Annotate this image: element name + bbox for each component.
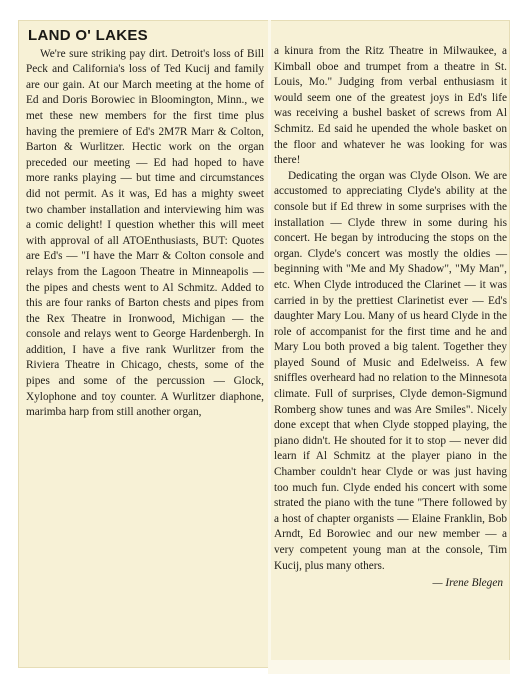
clipping-bottom-edge <box>268 660 510 674</box>
article-paragraph: We're sure striking pay dirt. Detroit's loss of Bill Peck and California's loss of Ted Kucij and family are our gain. At our March meeting at the home of Ed and Doris Borowiec in Bloomington, Minn., we met these new members for the first time plus having the premiere of Ed's 2M7R Marr & Colton, Barton & Wurlitzer. Hectic work on the organ preceded our meeting — Ed had hoped to have more ranks playing — but time and circumstances did not permit. As it was, Ed has a mighty sweet two chamber installation and interviewing him was a comic delight! I question whether this will meet with approval of all ATOEnthusiasts, BUT: Quotes are Ed's — "I have the Marr & Colton console and relays from the Lagoon Theatre in Minneapolis — the pipes and chests went to Al Schmitz. Added to this are four ranks of Barton chests and pipes from the Rex Theatre in Ironwood, Michigan — the console and relays went to George Hardenbergh. In addition, I have a five rank Wurlitzer from the Riviera Theatre in Chicago, chests, some of the pipes and some of the percussion — Glock, Xylophone and toy counter. A Wurlitzer diaphone, marimba harp from still another organ, <box>26 47 264 419</box>
author-byline: — Irene Blegen <box>432 577 503 590</box>
column-gutter <box>268 20 271 668</box>
article-paragraph-continuation: a kinura from the Ritz Theatre in Milwaukee, a Kimball oboe and trumpet from a theatre in St. Louis, Mo." Judging from verbal enthusiasm it would seem one of the greatest joys in Ed's life was receiving a bushel basket of screws from Al Schmitz. Ed said he upended the whole basket on the floor and whatever he was looking for was there! <box>274 45 507 167</box>
article-paragraph: Dedicating the organ was Clyde Olson. We are accustomed to appreciating Clyde's ability at the console but if Ed threw in some surprises with the installation — Clyde threw in some during his concert. He began by introducing the stops on the organ. Clyde's concert was mostly the oldies — beginning with "Me and My Shadow", "My Man", etc. When Clyde introduced the Clarinet — it was carried in by the prettiest Clarinetist ever — Ed's daughter Mary Lou. Many of us heard Clyde in the role of accompanist for the first time and he and Mary Lou both proved a big talent. Together they played Sound of Music and Edelweiss. A few sniffles overheard had no relation to the Minnesota climate. Full of surprises, Clyde demon-Sigmund Romberg show tunes and was Are Smiles". Nicely done except that when Clyde stopped playing, the piano didn't. He shouted for it to stop — never did learn if Al Schmitz at the player piano in the Chamber couldn't hear Clyde or was just having too much fun. Clyde ended his concert with some strated the piano with the tune "There followed by a host of chapter organists — Elaine Franklin, Bob Arndt, Ed Borowiec and our new member — a very competent young man at the console, Tim Kucij, plus many others. <box>274 169 507 572</box>
right-column <box>274 44 507 592</box>
left-column <box>26 20 264 421</box>
article-headline: LAND O' LAKES <box>28 27 148 44</box>
newspaper-clipping <box>18 20 510 668</box>
